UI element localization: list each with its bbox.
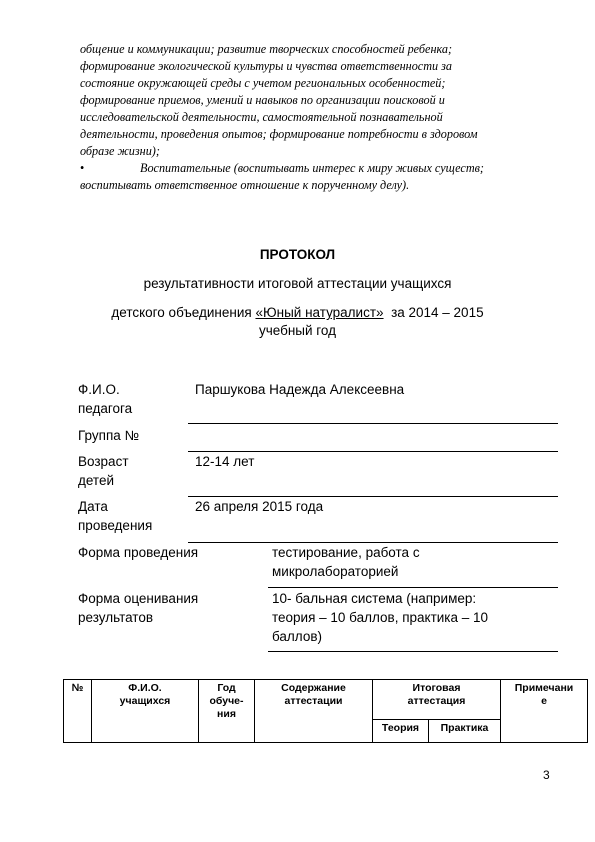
col-study-year (199, 680, 255, 743)
page-number: 3 (543, 768, 550, 782)
eval-value-line: баллов) (272, 629, 323, 644)
date-label (78, 497, 152, 535)
col-number: № (64, 680, 92, 743)
intro-line: образе жизни); (80, 144, 160, 158)
col-study-year-line: ния (217, 708, 236, 720)
form-value-line: тестирование, работа с (272, 545, 420, 560)
bullet-text: Воспитательные (воспитывать интерес к миру живых существ; (140, 161, 484, 175)
eval-label-line: результатов (78, 610, 154, 625)
col-study-year-line: обуче- (209, 695, 244, 707)
col-practice: Практика (429, 720, 501, 743)
intro-line: состояние окружающей среды с учетом региональных особенностей; (80, 76, 446, 90)
eval-value-line: теория – 10 баллов, практика – 10 (272, 610, 489, 625)
col-content-line: Содержание (281, 682, 346, 694)
teacher-value: Паршукова Надежда Алексеевна (195, 382, 405, 397)
intro-line: формирование приемов, умений и навыков по организации поисковой и (80, 93, 445, 107)
association-name: «Юный натуралист» (255, 305, 384, 320)
group-label: Группа № (78, 428, 140, 443)
age-label (78, 452, 129, 490)
col-final-line: аттестация (407, 695, 466, 707)
col-theory: Теория (373, 720, 429, 743)
bullet-text-continued: воспитывать ответственное отношение к порученному делу). (80, 178, 410, 192)
eval-value (272, 589, 488, 646)
col-student-name (92, 680, 199, 743)
date-label-line: проведения (78, 518, 153, 533)
col-final-line: Итоговая (412, 682, 461, 694)
eval-value-line: 10- бальная система (например: (272, 591, 477, 606)
intro-text (80, 41, 552, 194)
protocol-subtitle-year: учебный год (258, 323, 337, 338)
form-underline (268, 587, 558, 588)
teacher-label-line: Ф.И.О. (78, 382, 120, 397)
intro-line: исследовательской деятельности, самостоятельной познавательной (80, 110, 443, 124)
date-label-line: Дата (78, 499, 108, 514)
association-years: за 2014 – 2015 (391, 305, 484, 320)
eval-label-line: Форма оценивания (78, 591, 199, 606)
form-label: Форма проведения (78, 545, 199, 560)
col-student-name-line: учащихся (119, 695, 171, 707)
bullet-icon: • (80, 161, 85, 175)
col-notes (501, 680, 588, 743)
age-value: 12-14 лет (195, 454, 255, 469)
col-content (255, 680, 373, 743)
col-study-year-line: Год (217, 682, 236, 694)
col-student-name-line: Ф.И.О. (128, 682, 162, 694)
protocol-subtitle-association (0, 305, 595, 320)
teacher-label (78, 380, 132, 418)
bullet-item (80, 160, 552, 177)
teacher-label-line: педагога (78, 401, 133, 416)
intro-line: формирование экологической культуры и чувства ответственности за (80, 59, 452, 73)
date-value: 26 апреля 2015 года (195, 499, 324, 514)
association-prefix: детского объединения (111, 305, 252, 320)
age-label-line: Возраст (78, 454, 129, 469)
col-notes-line: е (541, 695, 547, 707)
age-label-line: детей (78, 473, 115, 488)
eval-label (78, 589, 198, 627)
col-content-line: аттестации (284, 695, 343, 707)
teacher-underline (188, 423, 558, 424)
col-final-attestation (373, 680, 501, 720)
attestation-table (63, 679, 588, 743)
intro-line: общение и коммуникации; развитие творческих способностей ребенка; (80, 42, 453, 56)
col-notes-line: Примечани (514, 682, 574, 694)
eval-underline (268, 651, 558, 652)
form-value (272, 543, 420, 581)
intro-line: деятельности, проведения опытов; формирование потребности в здоровом (80, 127, 478, 141)
protocol-title: ПРОТОКОЛ (259, 247, 336, 262)
form-value-line: микролабораторией (272, 564, 399, 579)
protocol-subtitle: результативности итоговой аттестации учащихся (143, 276, 452, 291)
